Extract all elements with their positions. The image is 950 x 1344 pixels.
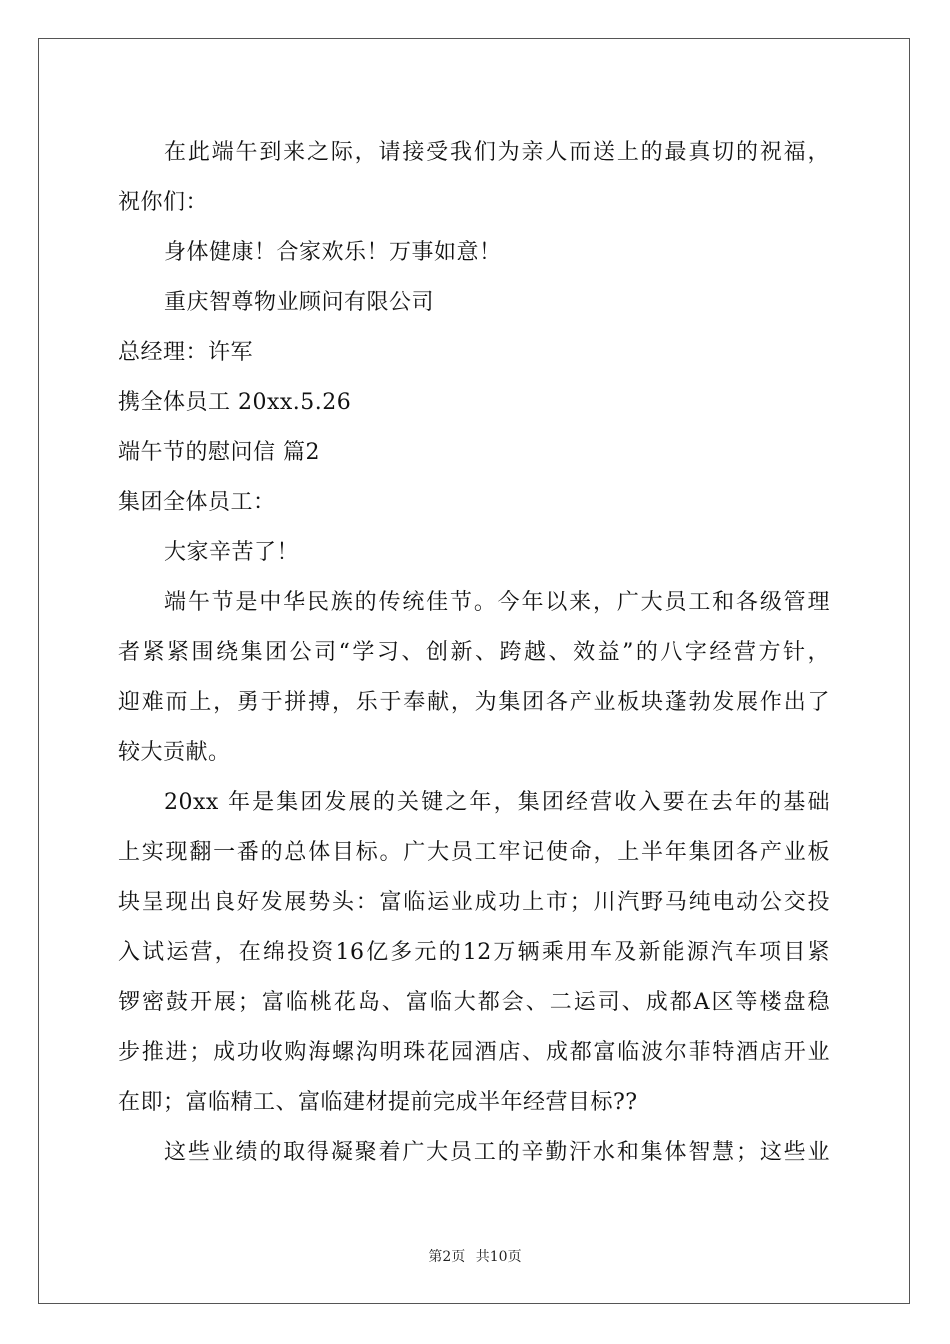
text-line: 端午节是中华民族的传统佳节。今年以来，广大员工和各级管理: [164, 590, 830, 615]
page-number: 第2页: [428, 1249, 466, 1265]
text-line: 在此端午到来之际，请接受我们为亲人而送上的最真切的祝福，: [164, 140, 830, 165]
page-total: 共10页: [475, 1249, 522, 1265]
text-line: 重庆智尊物业顾问有限公司: [164, 290, 435, 315]
text-line: 这些业绩的取得凝聚着广大员工的辛勤汗水和集体智慧；这些业: [164, 1140, 830, 1165]
text-line: 祝你们：: [118, 190, 209, 215]
text-line: 入试运营，在绵投资16亿多元的12万辆乘用车及新能源汽车项目紧: [118, 940, 830, 965]
salutation: 集团全体员工：: [118, 490, 276, 515]
text-line: 大家辛苦了！: [164, 540, 300, 565]
text-line: 20xx 年是集团发展的关键之年，集团经营收入要在去年的基础: [164, 790, 830, 815]
text-line: 步推进；成功收购海螺沟明珠花园酒店、成都富临波尔菲特酒店开业: [118, 1040, 830, 1065]
section-title: 端午节的慰问信 篇2: [118, 440, 320, 465]
text-line: 者紧紧围绕集团公司“学习、创新、跨越、效益”的八字经营方针，: [118, 640, 830, 665]
document-body: [118, 128, 830, 1178]
text-line: 上实现翻一番的总体目标。广大员工牢记使命，上半年集团各产业板: [118, 840, 830, 865]
text-line: 较大贡献。: [118, 740, 231, 765]
page-footer: [0, 1246, 950, 1266]
text-line: 迎难而上，勇于拼搏，乐于奉献，为集团各产业板块蓬勃发展作出了: [118, 690, 830, 715]
text-line: 在即；富临精工、富临建材提前完成半年经营目标??: [118, 1090, 638, 1115]
text-line: 身体健康！合家欢乐！万事如意！: [164, 240, 502, 265]
text-line: 总经理：许军: [118, 340, 254, 365]
text-line: 携全体员工 20xx.5.26: [118, 390, 352, 415]
text-line: 锣密鼓开展；富临桃花岛、富临大都会、二运司、成都A区等楼盘稳: [118, 990, 830, 1015]
text-line: 块呈现出良好发展势头：富临运业成功上市；川汽野马纯电动公交投: [118, 890, 830, 915]
